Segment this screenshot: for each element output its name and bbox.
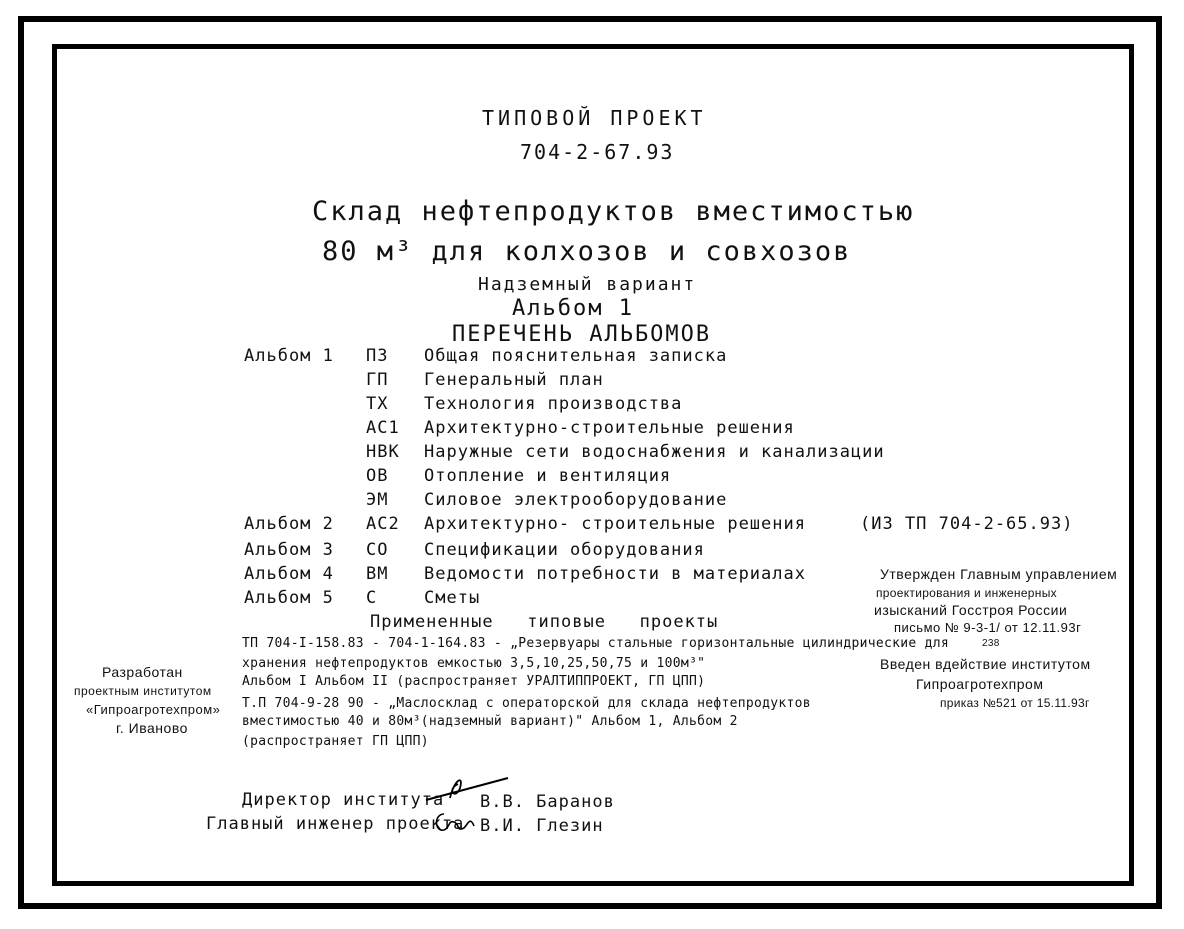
- album-code: АС2: [366, 514, 400, 534]
- album-label: Альбом 5: [244, 588, 334, 608]
- applied-line: (распространяет ГП ЦПП): [242, 734, 429, 749]
- chief-name: В.И. Глезин: [480, 816, 604, 836]
- approval-line-3: изысканий Госстроя России: [874, 602, 1068, 618]
- applied-line: вместимостью 40 и 80м³(надземный вариант)" Альбом 1, Альбом 2: [242, 714, 738, 729]
- album-code: ОВ: [366, 466, 389, 486]
- album-name: Отопление и вентиляция: [424, 466, 672, 486]
- album-name: Архитектурно- строительные решения: [424, 514, 806, 534]
- project-number: 704-2-67.93: [520, 140, 675, 164]
- album-name: Архитектурно-строительные решения: [424, 418, 795, 438]
- album-code: АС1: [366, 418, 400, 438]
- album-name: Технология производства: [424, 394, 683, 414]
- album-code: ПЗ: [366, 346, 389, 366]
- approval-line-1: Утвержден Главным управлением: [880, 566, 1118, 582]
- developer-line-3: «Гипроагротехпром»: [86, 702, 221, 717]
- album-code: С: [366, 588, 378, 608]
- album-name: Наружные сети водоснабжения и канализации: [424, 442, 885, 462]
- approval-letter-number: 238: [982, 638, 1000, 649]
- developer-line-2: проектным институтом: [74, 684, 212, 698]
- album-name: Силовое электрооборудование: [424, 490, 728, 510]
- album-name: Ведомости потребности в материалах: [424, 564, 806, 584]
- applied-line: ТП 704-I-158.83 - 704-1-164.83 - „Резервуары стальные горизонтальные цилиндрические для: [242, 636, 950, 651]
- applied-line: Т.П 704-9-28 90 - „Маслосклад с операторской для склада нефтепродуктов: [242, 696, 811, 711]
- approval-line-6: Гипроагротехпром: [916, 676, 1044, 692]
- approval-line-2: проектирования и инженерных: [876, 586, 1057, 600]
- album-code: ГП: [366, 370, 389, 390]
- album-label: Альбом 3: [244, 540, 334, 560]
- album-code: СО: [366, 540, 389, 560]
- applied-line: хранения нефтепродуктов емкостью 3,5,10,25,50,75 и 100м³": [242, 656, 706, 671]
- album-code: ЭМ: [366, 490, 389, 510]
- chief-label: Главный инженер проекта: [206, 814, 465, 834]
- title-line-1: Склад нефтепродуктов вместимостью: [312, 196, 915, 227]
- title-line-2: 80 м³ для колхозов и совхозов: [322, 236, 852, 267]
- applied-heading: Примененные типовые проекты: [370, 612, 719, 632]
- album-note: (ИЗ ТП 704-2-65.93): [860, 514, 1074, 534]
- developer-line-4: г. Иваново: [116, 720, 188, 736]
- album-code: НВК: [366, 442, 400, 462]
- album-name: Спецификации оборудования: [424, 540, 705, 560]
- album-label: Альбом 4: [244, 564, 334, 584]
- approval-line-5: Введен вдействие институтом: [880, 656, 1091, 672]
- variant: Надземный вариант: [478, 274, 697, 295]
- album-name: Сметы: [424, 588, 481, 608]
- inner-frame: [52, 44, 1134, 886]
- album-name: Общая пояснительная записка: [424, 346, 728, 366]
- album-code: ТХ: [366, 394, 389, 414]
- chief-signature: [432, 808, 478, 838]
- album-label: Альбом 2: [244, 514, 334, 534]
- approval-line-4: письмо № 9-3-1/ от 12.11.93г: [894, 620, 1082, 635]
- album-number: Альбом 1: [512, 296, 634, 321]
- album-name: Генеральный план: [424, 370, 604, 390]
- album-label: Альбом 1: [244, 346, 334, 366]
- director-name: В.В. Баранов: [480, 792, 615, 812]
- approval-line-7: приказ №521 от 15.11.93г: [940, 696, 1090, 710]
- album-code: ВМ: [366, 564, 389, 584]
- director-label: Директор института: [242, 790, 445, 810]
- albums-heading: ПЕРЕЧЕНЬ АЛЬБОМОВ: [452, 322, 712, 347]
- doc-type: ТИПОВОЙ ПРОЕКТ: [482, 106, 707, 130]
- developer-line-1: Разработан: [102, 664, 183, 680]
- applied-line: Альбом I Альбом II (распространяет УРАЛТИППРОЕКТ, ГП ЦПП): [242, 674, 706, 689]
